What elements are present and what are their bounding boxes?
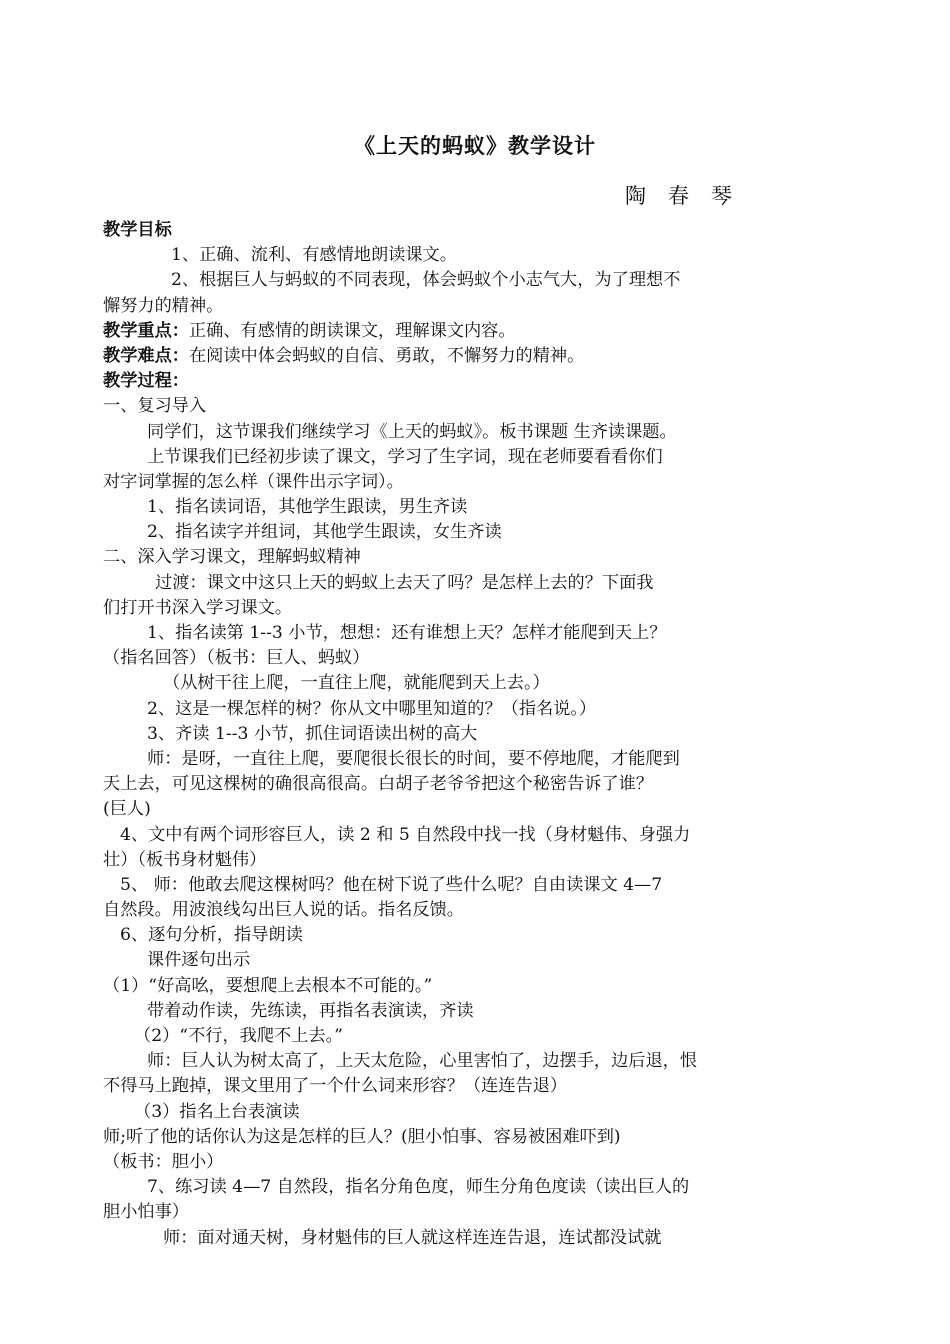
paragraph-line: （板书：胆小） <box>103 1151 224 1172</box>
list-item: 2、指名读字并组词，其他学生跟读，女生齐读 <box>147 522 502 543</box>
list-item: 6、逐句分析，指导朗读 <box>120 925 303 946</box>
key-point-label: 教学重点： <box>103 320 189 341</box>
process-heading: 教学过程： <box>103 371 189 392</box>
author-name: 陶春琴 <box>625 184 754 208</box>
list-item: 2、这是一棵怎样的树？你从文中哪里知道的？（指名说。） <box>147 698 597 719</box>
paragraph-line: 同学们，这节课我们继续学习《上天的蚂蚁》。板书课题 生齐读课题。 <box>147 421 677 442</box>
paragraph-line: 课件逐句出示 <box>147 950 251 971</box>
difficulty-label: 教学难点： <box>103 345 189 366</box>
paragraph-line: 天上去，可见这棵树的确很高很高。白胡子老爷爷把这个秘密告诉了谁？ <box>103 774 654 795</box>
document-body <box>103 218 808 1251</box>
list-item: 7、练习读 4—7 自然段，指名分角色度，师生分角色度读（读出巨人的 <box>147 1177 690 1198</box>
paragraph-line: (巨人) <box>103 799 151 820</box>
key-point-line <box>103 319 808 344</box>
goal-item: 2、根据巨人与蚂蚁的不同表现，体会蚂蚁个小志气大，为了理想不 <box>171 270 681 291</box>
section-heading: 二、深入学习课文，理解蚂蚁精神 <box>103 547 361 568</box>
paragraph-line: 师：巨人认为树太高了，上天太危险，心里害怕了，边摆手，边后退，恨 <box>147 1051 698 1072</box>
paragraph-line: 不得马上跑掉，课文里用了一个什么词来形容？（连连告退） <box>103 1076 568 1097</box>
list-item: 3、齐读 1--3 小节，抓住词语读出树的高大 <box>147 723 478 744</box>
section-heading: 一、复习导入 <box>103 396 207 417</box>
paragraph-line: 师：面对通天树，身材魁伟的巨人就这样连连告退，连试都没试就 <box>163 1227 662 1248</box>
difficulty-text: 在阅读中体会蚂蚁的自信、勇敢，不懈努力的精神。 <box>188 345 585 366</box>
key-point-text: 正确、有感情的朗读课文，理解课文内容。 <box>188 320 516 341</box>
goal-item: 1、正确、流利、有感情地朗读课文。 <box>171 245 457 266</box>
paragraph-line: 师;听了他的话你认为这是怎样的巨人？(胆小怕事、容易被困难吓到) <box>103 1126 621 1147</box>
paragraph-line: （从树干往上爬，一直往上爬，就能爬到天上去。） <box>163 673 550 694</box>
goal-item-continued: 懈努力的精神。 <box>103 295 224 316</box>
paragraph-line: 师：是呀，一直往上爬，要爬很长很长的时间，要不停地爬，才能爬到 <box>147 748 680 769</box>
paragraph-line: 上节课我们已经初步读了课文，学习了生字词，现在老师要看看你们 <box>147 446 663 467</box>
list-item: 1、指名读词语，其他学生跟读，男生齐读 <box>147 497 468 518</box>
paragraph-line: （指名回答）（板书：巨人、蚂蚁） <box>103 648 370 669</box>
paragraph-line: 过渡：课文中这只上天的蚂蚁上去天了吗？是怎样上去的？下面我 <box>155 572 654 593</box>
difficulty-line <box>103 344 808 369</box>
paragraph-line: 们打开书深入学习课文。 <box>103 597 293 618</box>
document-title: 《上天的蚂蚁》教学设计 <box>354 134 596 158</box>
list-item: 5、 师：他敢去爬这棵树吗？他在树下说了些什么呢？自由读课文 4—7 <box>120 874 663 895</box>
paragraph-line: 自然段。用波浪线勾出巨人说的话。指名反馈。 <box>103 900 464 921</box>
quote-line: （1）“好高吆，要想爬上去根本不可能的。” <box>103 975 433 996</box>
goal-heading: 教学目标 <box>103 220 172 240</box>
paragraph-line: 胆小怕事） <box>103 1202 189 1223</box>
quote-line: （2）“不行，我爬不上去。” <box>134 1026 343 1046</box>
paragraph-line: 带着动作读，先练读，再指名表演读，齐读 <box>147 1000 474 1021</box>
list-item: 4、文中有两个词形容巨人，读 2 和 5 自然段中找一找（身材魁伟、身强力 <box>120 824 691 845</box>
list-item: 1、指名读第 1--3 小节，想想：还有谁想上天？怎样才能爬到天上？ <box>147 623 667 643</box>
list-item: （3）指名上台表演读 <box>134 1101 300 1122</box>
paragraph-line: 对字词掌握的怎么样（课件出示字词）。 <box>103 471 404 492</box>
paragraph-line: 壮）（板书身材魁伟） <box>103 849 267 870</box>
